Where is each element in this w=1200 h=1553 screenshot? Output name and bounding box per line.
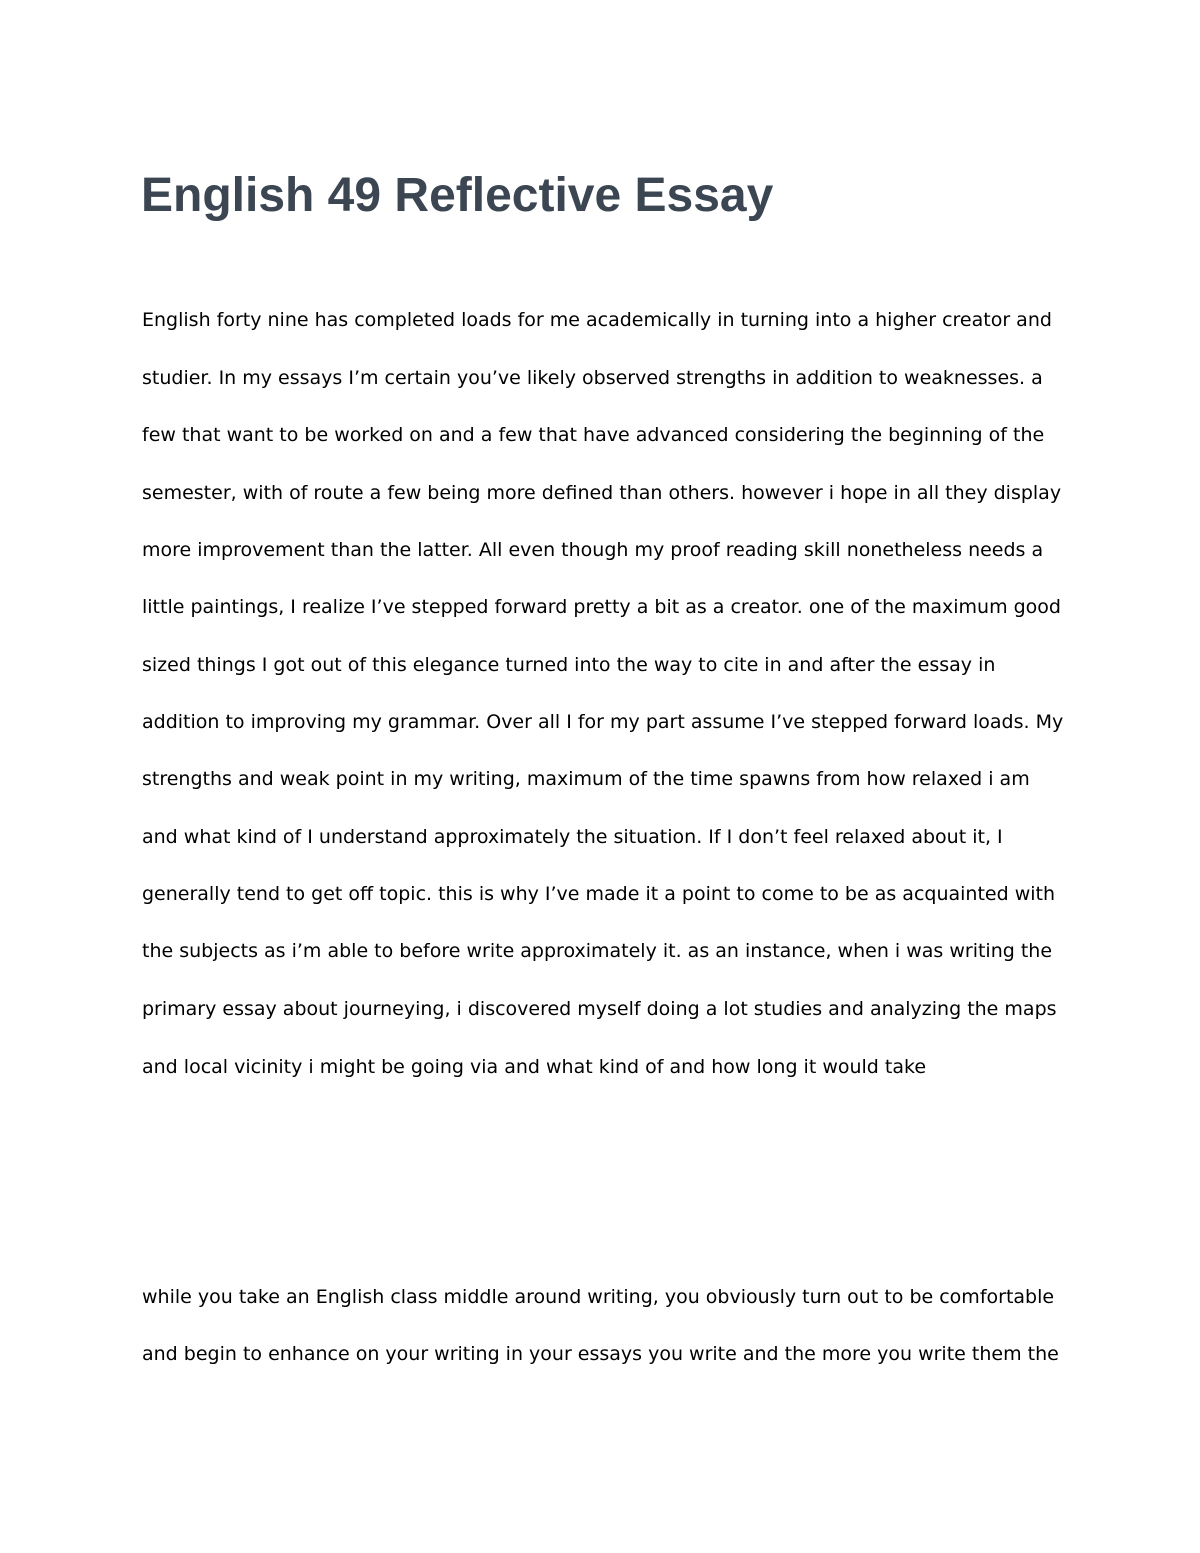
paragraph-line: primary essay about journeying, i discovered myself doing a lot studies and analyzing the maps <box>142 998 1057 1020</box>
document-title: English 49 Reflective Essay <box>141 169 774 222</box>
paragraph-line: semester, with of route a few being more defined than others. however i hope in all they display <box>142 482 1062 504</box>
paragraph-line: and local vicinity i might be going via and what kind of and how long it would take <box>142 1056 927 1078</box>
paragraph-line: studier. In my essays I’m certain you’ve likely observed strengths in addition to weaknesses. a <box>142 367 1043 389</box>
paragraph-line: sized things I got out of this elegance turned into the way to cite in and after the essay in <box>142 654 996 676</box>
paragraph-line: few that want to be worked on and a few that have advanced considering the beginning of the <box>142 424 1045 446</box>
paragraph-line: English forty nine has completed loads for me academically in turning into a higher creator and <box>142 309 1052 331</box>
paragraph-line: while you take an English class middle around writing, you obviously turn out to be comfortable <box>142 1286 1055 1308</box>
paragraph-line: little paintings, I realize I’ve stepped forward pretty a bit as a creator. one of the maximum good <box>142 596 1061 618</box>
paragraph-line: and what kind of I understand approximately the situation. If I don’t feel relaxed about it, I <box>142 826 1003 848</box>
paragraph-line: more improvement than the latter. All even though my proof reading skill nonetheless needs a <box>142 539 1044 561</box>
paragraph-line: and begin to enhance on your writing in your essays you write and the more you write them the <box>142 1343 1059 1365</box>
paragraph-line: addition to improving my grammar. Over all I for my part assume I’ve stepped forward loads. My <box>142 711 1064 733</box>
paragraph-line: the subjects as i’m able to before write approximately it. as an instance, when i was writing the <box>142 940 1053 962</box>
paragraph-line: strengths and weak point in my writing, maximum of the time spawns from how relaxed i am <box>142 768 1030 790</box>
paragraph-line: generally tend to get off topic. this is why I’ve made it a point to come to be as acquainted with <box>142 883 1056 905</box>
